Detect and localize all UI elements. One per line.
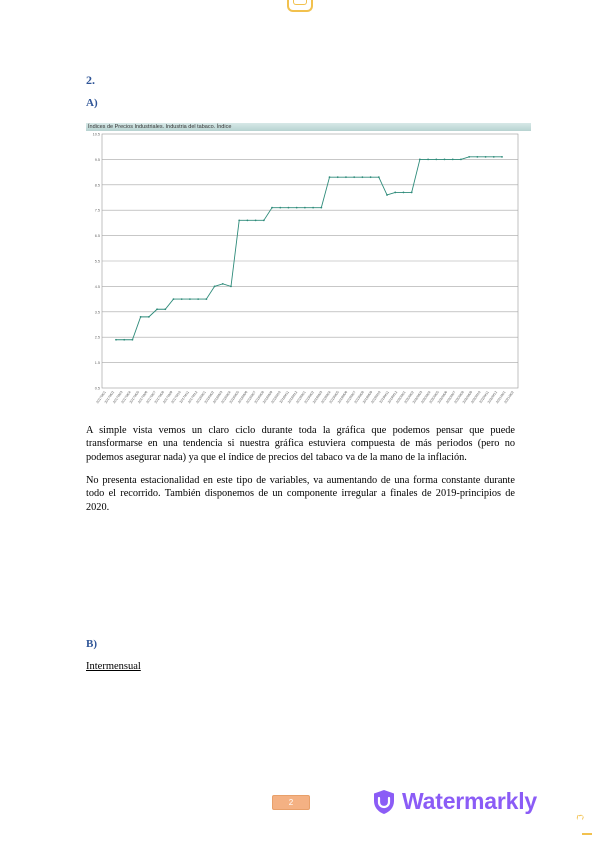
header-tab-decoration [287,0,313,12]
data-point [255,219,257,221]
x-tick-label: 2018M09 [261,390,274,405]
x-tick-label: 2018M07 [245,390,257,405]
x-tick-label: 2020M01 [395,390,407,405]
data-point [247,219,249,221]
data-point [320,207,322,209]
data-point [148,316,150,318]
watermark [372,788,537,815]
data-point [394,192,396,194]
part-b-label: B) [86,638,97,650]
data-point [337,176,339,178]
part-b-heading: Intermensual [86,661,141,672]
y-tick-label: 0.5 [94,386,100,391]
chart-plot [86,131,531,413]
y-tick-label: 7.5 [94,208,100,213]
data-point [403,192,405,194]
x-tick-label: 2019M12 [386,390,399,405]
data-point [329,176,331,178]
data-point [271,207,273,209]
page-number: 2 [288,798,294,807]
x-tick-label: 2019M07 [345,390,357,405]
data-point [435,159,437,161]
x-tick-label: 2019M11 [378,390,390,404]
x-tick-label: 2018M05 [228,390,241,405]
shield-icon [372,789,396,815]
y-tick-label: 2.5 [94,335,100,340]
y-tick-label: 1.5 [94,361,100,366]
paragraph-2: No presenta estacionalidad en este tipo de variables, va aumentando de una forma constante durante todo el recorrido. También disponemos de un componente irregular a finales de 2019-principios de 2020. [86,475,515,513]
x-tick-label: 2017M12 [187,390,199,405]
x-tick-label: 2017M06 [137,390,149,405]
y-tick-label: 3.5 [94,310,100,315]
data-point [493,156,495,158]
x-tick-label: 2018M04 [220,390,232,405]
x-tick-label: 2020M12 [486,390,499,405]
data-point [164,308,166,310]
data-point [452,159,454,161]
x-tick-label: 2020M04 [420,390,432,405]
data-point [197,298,199,300]
data-point [468,156,470,158]
data-point [378,176,380,178]
data-point [263,219,265,221]
data-point [140,316,142,318]
x-tick-label: 2019M05 [328,390,340,405]
x-tick-label: 2017M11 [178,390,191,404]
paragraph-1: A simple vista vemos un claro ciclo durante toda la gráfica que podemos pensar que puede transformarse en una tendencia si nuestra gráfica estuviera compuesta de más periodos (pero no podemos asegurar nada) ya que el índice de precios del tabaco va de la mano de la inflación. [86,425,515,463]
x-tick-label: 2020M02 [403,390,415,405]
data-point [411,192,413,194]
x-tick-label: 2017M05 [128,390,141,405]
data-point [361,176,363,178]
page-number-badge [272,795,310,810]
data-point [444,159,446,161]
x-tick-label: 2019M09 [361,390,374,405]
x-tick-label: 2018M11 [278,390,291,404]
x-tick-label: 2021M01 [495,390,507,405]
x-tick-label: 2018M12 [286,390,299,405]
x-tick-label: 2018M03 [212,390,224,405]
x-tick-label: 2020M05 [428,390,440,405]
x-tick-label: 2019M04 [320,390,332,405]
data-point [370,176,372,178]
x-tick-label: 2017M09 [162,390,174,405]
x-tick-label: 2018M08 [253,390,266,405]
data-point [214,286,216,288]
data-point [238,219,240,221]
y-tick-label: 8.5 [94,183,100,188]
data-point [123,339,125,341]
x-tick-label: 2020M06 [436,390,449,405]
x-tick-label: 2017M03 [112,390,124,405]
x-tick-label: 2020M07 [445,390,457,405]
x-tick-label: 2017M07 [145,390,157,405]
x-tick-label: 2018M02 [203,390,216,405]
data-point [353,176,355,178]
x-tick-label: 2017M04 [120,390,132,405]
y-tick-label: 4.5 [94,284,100,289]
data-point [485,156,487,158]
x-tick-label: 2018M06 [236,390,249,405]
x-tick-label: 2019M06 [336,390,349,405]
line-chart [86,123,531,413]
y-tick-label: 5.5 [94,259,100,264]
data-point [279,207,281,209]
data-point [230,286,232,288]
section-number: 2. [86,73,95,87]
x-tick-label: 2021M02 [503,390,515,405]
y-tick-label: 9.5 [94,157,100,162]
data-point [427,159,429,161]
x-tick-label: 2019M01 [295,390,307,405]
data-point [222,283,224,285]
x-tick-label: 2018M10 [270,390,282,405]
x-tick-label: 2019M08 [353,390,365,405]
data-point [296,207,298,209]
x-tick-label: 2020M03 [411,390,424,405]
x-tick-label: 2017M10 [170,390,182,405]
data-point [476,156,478,158]
x-tick-label: 2019M10 [370,390,382,405]
x-tick-label: 2017M02 [103,390,116,405]
data-point [501,156,503,158]
x-tick-label: 2020M08 [453,390,465,405]
data-point [189,298,191,300]
x-tick-label: 2020M11 [478,390,490,404]
chart-title: Índices de Precios Industriales. Industria del tabaco. Índice [88,124,232,130]
x-tick-label: 2019M03 [311,390,324,405]
data-point [386,194,388,196]
y-tick-label: 10.5 [92,132,100,137]
data-point [115,339,117,341]
data-point [304,207,306,209]
x-tick-label: 2020M10 [470,390,482,405]
data-point [132,339,134,341]
part-a-label: A) [86,97,98,109]
data-point [156,308,158,310]
x-tick-label: 2017M01 [95,390,107,405]
data-point [312,207,314,209]
data-point [345,176,347,178]
x-tick-label: 2017M08 [153,390,166,405]
x-tick-label: 2018M01 [195,390,207,405]
data-point [460,159,462,161]
y-tick-label: 6.5 [94,234,100,239]
data-point [173,298,175,300]
data-point [288,207,290,209]
data-point [181,298,183,300]
corner-line-decoration [582,833,592,835]
watermark-text: Watermarkly [402,788,538,814]
corner-decoration: ℑ [575,814,586,821]
data-point [205,298,207,300]
data-point [419,159,421,161]
x-tick-label: 2019M02 [303,390,315,405]
x-tick-label: 2020M09 [461,390,474,405]
